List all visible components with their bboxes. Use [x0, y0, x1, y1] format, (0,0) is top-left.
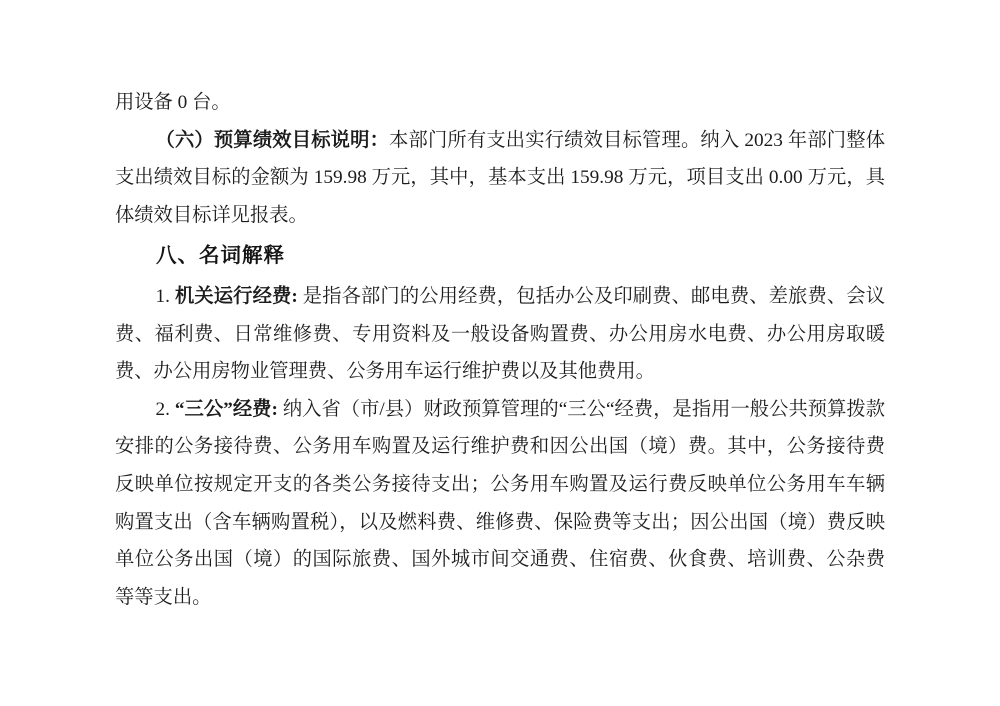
- term2-number: 2.: [155, 398, 170, 420]
- term2-label: “三公”经费:: [174, 398, 278, 420]
- paragraph-continuation: [115, 84, 885, 122]
- section6-body: 本部门所有支出实行绩效目标管理。纳入 2023 年部门整体支出绩效目标的金额为 159.98 万元，其中，基本支出 159.98 万元，项目支出 0.00 万元，具体绩效目标详见报表。: [115, 129, 886, 226]
- term1-definition: 是指各部门的公用经费，包括办公及印刷费、邮电费、差旅费、会议费、福利费、日常维修费、专用资料及一般设备购置费、办公用房水电费、办公用房取暖费、办公用房物业管理费、公务用车运行维护费以及其他费用。: [115, 285, 885, 383]
- term2-definition: 纳入省（市/县）财政预算管理的“三公“经费，是指用一般公共预算拨款安排的公务接待费、公务用车购置及运行维护费和因公出国（境）费。其中，公务接待费反映单位按规定开支的各类公务接待支出；公务用车购置及运行费反映单位公务用车车辆购置支出（含车辆购置税），以及燃料费、维修费、保险费等支出；因公出国（境）费反映单位公务出国（境）的国际旅费、国外城市间交通费、住宿费、伙食费、培训费、公杂费等等支出。: [115, 398, 886, 608]
- term1-number: 1.: [155, 285, 170, 307]
- continuation-text: 用设备 0 台。: [115, 92, 231, 113]
- term-item-1: [115, 278, 885, 391]
- term-item-2: [115, 391, 885, 617]
- paragraph-section6: [115, 122, 885, 235]
- section8-heading: 八、名词解释: [156, 244, 285, 268]
- section6-label: （六）预算绩效目标说明：: [155, 129, 390, 151]
- document-content: [115, 84, 885, 616]
- term1-label: 机关运行经费:: [174, 285, 298, 307]
